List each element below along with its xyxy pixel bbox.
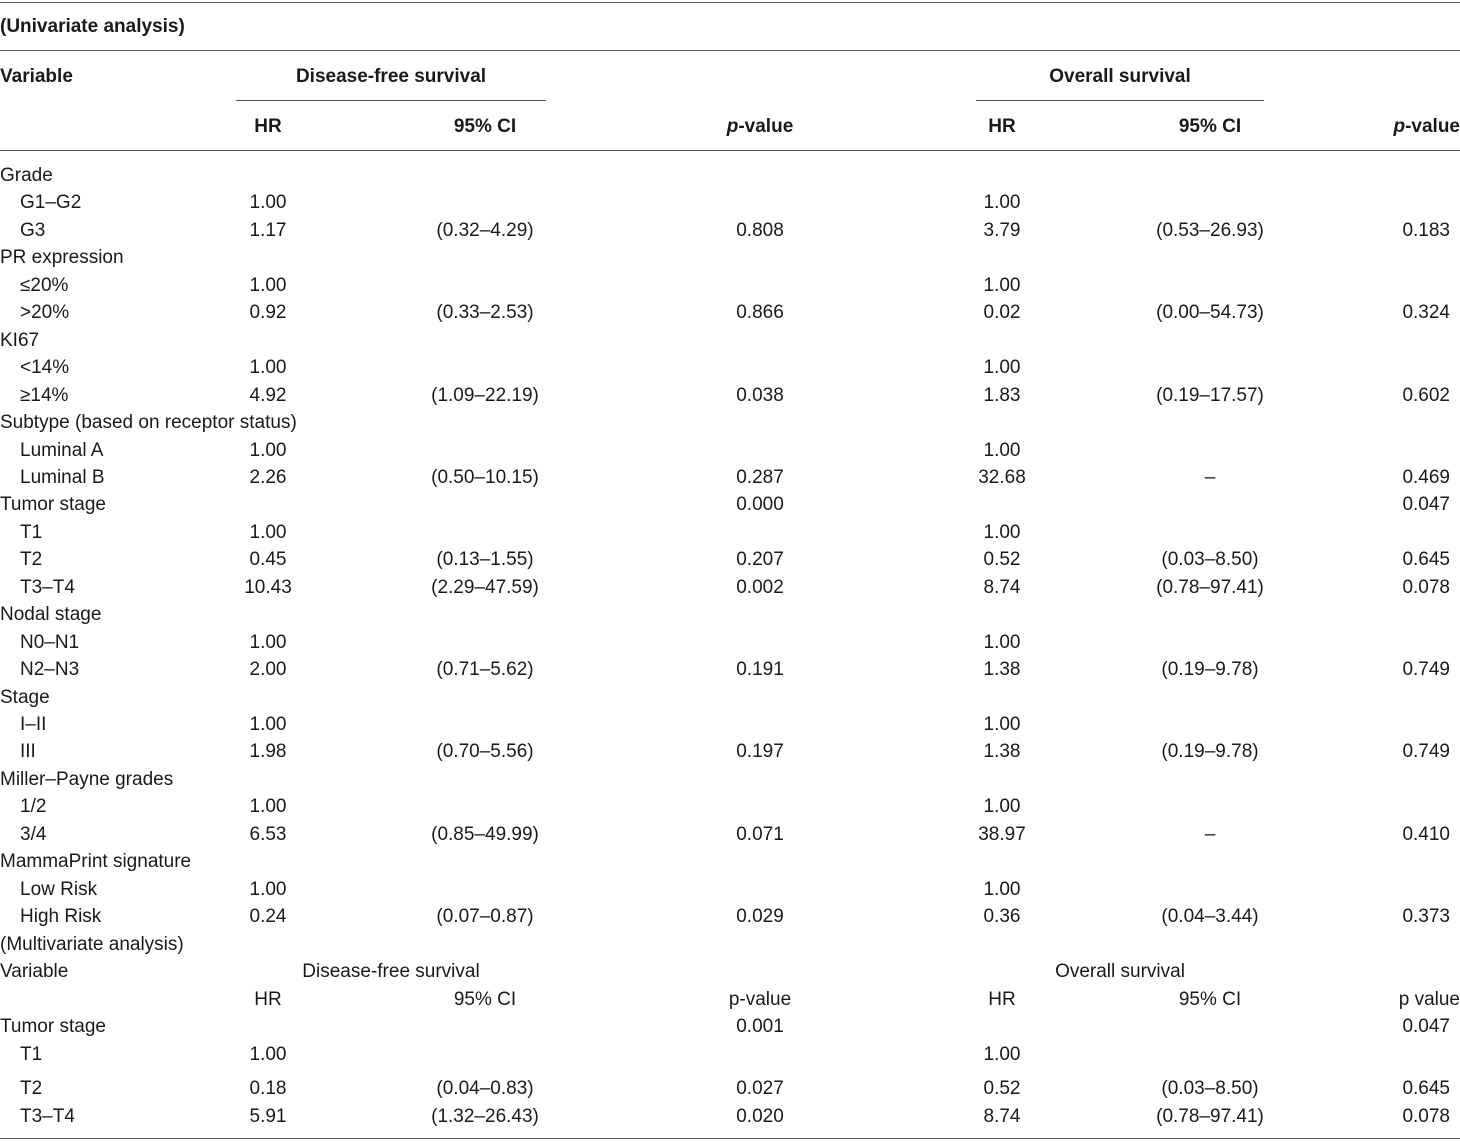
row-label: T3–T4 — [20, 1106, 75, 1127]
dfs-hr-cell: 1.00 — [249, 796, 287, 818]
os-hr-cell: 1.00 — [983, 357, 1021, 379]
row-label: 3/4 — [20, 823, 47, 845]
os-hr-cell: 1.83 — [983, 384, 1021, 406]
os-hr-cell: 3.79 — [983, 219, 1021, 241]
multi-os-header: Overall survival — [1055, 961, 1185, 982]
dfs-hr-cell: 4.92 — [249, 384, 287, 406]
dfs-ci-cell: (1.09–22.19) — [431, 384, 539, 406]
os-p-cell: 0.183 — [1402, 219, 1450, 241]
dfs-hr-cell: 1.00 — [249, 521, 287, 543]
os-p-cell: 0.645 — [1402, 1078, 1450, 1099]
os-p-cell: 0.410 — [1402, 823, 1450, 845]
row-label: I–II — [20, 714, 47, 735]
multi-variable-header: Variable — [0, 961, 69, 982]
dfs-hr-cell: 1.00 — [249, 1044, 287, 1065]
dfs-p-cell: 0.038 — [736, 384, 784, 406]
dfs-ci-cell: (1.32–26.43) — [431, 1106, 539, 1127]
title-rule — [0, 50, 1460, 51]
variable-header: Variable — [0, 66, 73, 87]
group-label: Tumor stage — [0, 494, 106, 516]
dfs-ci-cell: (0.13–1.55) — [436, 549, 534, 571]
row-label: N2–N3 — [20, 659, 80, 681]
os-p-cell: 0.078 — [1402, 1106, 1450, 1127]
dfs-p-cell: 0.287 — [736, 466, 784, 488]
row-label: <14% — [20, 357, 70, 379]
os-hr-cell: 1.00 — [983, 1044, 1021, 1065]
row-label: Low Risk — [20, 878, 98, 900]
os-ci-cell: (0.03–8.50) — [1161, 549, 1259, 571]
os-ci-cell: (0.19–9.78) — [1161, 659, 1259, 681]
os-ci-cell: (0.03–8.50) — [1161, 1078, 1259, 1099]
dfs-hr-cell: 0.18 — [249, 1078, 287, 1099]
dfs-ci-cell: (0.04–0.83) — [436, 1078, 534, 1099]
group-label: KI67 — [0, 329, 40, 351]
os-hr-cell: 1.38 — [983, 741, 1021, 763]
dfs-p-cell: 0.020 — [736, 1106, 784, 1127]
multi-dfs-ci-header: 95% CI — [453, 989, 517, 1010]
multi-dfs-header: Disease-free survival — [302, 961, 480, 982]
os-ci-cell: (0.78–97.41) — [1156, 1106, 1264, 1127]
os-ci-cell: (0.04–3.44) — [1161, 906, 1259, 928]
os-p-cell: 0.645 — [1402, 549, 1450, 571]
row-label: ≥14% — [20, 384, 69, 406]
dfs-hr-cell: 2.26 — [249, 466, 287, 488]
row-label: T2 — [20, 549, 43, 571]
os-ci-cell: (0.53–26.93) — [1156, 219, 1264, 241]
os-hr-cell: 1.00 — [983, 439, 1021, 461]
dfs-hr-cell: 1.00 — [249, 274, 287, 296]
dfs-header: Disease-free survival — [295, 66, 487, 87]
dfs-p-cell: 0.191 — [736, 659, 784, 681]
dfs-p-cell: 0.197 — [736, 741, 784, 763]
os-ci-header: 95% CI — [1178, 116, 1242, 137]
row-label: III — [20, 741, 36, 763]
os-ci-cell: (0.19–17.57) — [1156, 384, 1264, 406]
row-label: N0–N1 — [20, 631, 80, 653]
dfs-hr-cell: 2.00 — [249, 659, 287, 681]
multi-dfs-hr-header: HR — [254, 989, 282, 1010]
group-label: Stage — [0, 686, 50, 708]
univariate-title: (Univariate analysis) — [0, 16, 185, 37]
row-label: T1 — [20, 521, 43, 543]
dfs-hr-cell: 1.00 — [249, 439, 287, 461]
dfs-ci-cell: (0.07–0.87) — [436, 906, 534, 928]
dfs-ci-cell: (0.85–49.99) — [431, 823, 539, 845]
os-hr-cell: 0.36 — [983, 906, 1021, 928]
row-label: Luminal A — [20, 439, 104, 461]
group-label: Miller–Payne grades — [0, 768, 174, 790]
multi-os-hr-header: HR — [988, 989, 1016, 1010]
multi-dfs-p-header: p-value — [728, 989, 792, 1010]
dfs-hr-cell: 0.24 — [249, 906, 287, 928]
dfs-hr-cell: 1.00 — [249, 714, 287, 735]
os-p-cell: 0.047 — [1402, 494, 1450, 516]
row-label: G3 — [20, 219, 46, 241]
dfs-ci-cell: (0.70–5.56) — [436, 741, 534, 763]
os-p-cell: 0.749 — [1402, 741, 1450, 763]
dfs-ci-cell: (0.50–10.15) — [431, 466, 539, 488]
dfs-ci-cell: (2.29–47.59) — [431, 576, 539, 598]
os-hr-cell: 1.00 — [983, 192, 1021, 214]
row-label: ≤20% — [20, 274, 69, 296]
os-p-cell: 0.078 — [1402, 576, 1450, 598]
os-ci-cell: (0.00–54.73) — [1156, 302, 1264, 324]
dfs-hr-header: HR — [254, 116, 282, 137]
row-label: 1/2 — [20, 796, 47, 818]
os-hr-cell: 1.00 — [983, 878, 1021, 900]
os-ci-cell: – — [1204, 466, 1216, 488]
os-hr-cell: 1.38 — [983, 659, 1021, 681]
dfs-hr-cell: 5.91 — [249, 1106, 287, 1127]
dfs-hr-cell: 1.00 — [249, 192, 287, 214]
dfs-ci-cell: (0.33–2.53) — [436, 302, 534, 324]
os-hr-cell: 8.74 — [983, 1106, 1021, 1127]
group-label: PR expression — [0, 247, 124, 269]
os-hr-cell: 1.00 — [983, 631, 1021, 653]
dfs-p-cell: 0.000 — [736, 494, 784, 516]
os-p-cell: 0.602 — [1402, 384, 1450, 406]
dfs-hr-cell: 1.98 — [249, 741, 287, 763]
bottom-rule — [0, 1138, 1460, 1139]
os-ci-cell: – — [1204, 823, 1216, 845]
group-label: Nodal stage — [0, 604, 102, 626]
top-rule — [0, 2, 1460, 3]
os-hr-cell: 1.00 — [983, 714, 1021, 735]
dfs-hr-cell: 1.17 — [249, 219, 287, 241]
dfs-p-cell: 0.207 — [736, 549, 784, 571]
multi-os-ci-header: 95% CI — [1178, 989, 1242, 1010]
row-label: T2 — [20, 1078, 43, 1099]
dfs-hr-cell: 10.43 — [244, 576, 292, 598]
dfs-span-rule — [236, 100, 546, 101]
os-p-header: p-value — [1393, 116, 1460, 137]
dfs-hr-cell: 6.53 — [249, 823, 287, 845]
row-label: G1–G2 — [20, 192, 82, 214]
multi-os-p-header: p value — [1398, 989, 1460, 1010]
header-rule — [0, 150, 1460, 151]
dfs-p-cell: 0.001 — [736, 1016, 784, 1037]
multivariate-title: (Multivariate analysis) — [0, 934, 184, 955]
os-p-cell: 0.469 — [1402, 466, 1450, 488]
dfs-p-cell: 0.002 — [736, 576, 784, 598]
dfs-p-cell: 0.027 — [736, 1078, 784, 1099]
dfs-p-cell: 0.071 — [736, 823, 784, 845]
group-label: MammaPrint signature — [0, 851, 192, 873]
dfs-hr-cell: 0.92 — [249, 302, 287, 324]
group-label: Tumor stage — [0, 1016, 106, 1037]
dfs-p-header: p-value — [726, 116, 794, 137]
os-p-cell: 0.324 — [1402, 302, 1450, 324]
row-label: Luminal B — [20, 466, 105, 488]
os-hr-cell: 8.74 — [983, 576, 1021, 598]
dfs-p-cell: 0.866 — [736, 302, 784, 324]
os-hr-cell: 0.52 — [983, 549, 1021, 571]
group-label: Grade — [0, 165, 53, 186]
os-ci-cell: (0.78–97.41) — [1156, 576, 1264, 598]
os-hr-cell: 38.97 — [978, 823, 1026, 845]
os-hr-cell: 32.68 — [978, 466, 1026, 488]
group-label: Subtype (based on receptor status) — [0, 412, 297, 434]
dfs-hr-cell: 1.00 — [249, 631, 287, 653]
os-hr-cell: 0.52 — [983, 1078, 1021, 1099]
dfs-p-cell: 0.029 — [736, 906, 784, 928]
row-label: >20% — [20, 302, 70, 324]
os-hr-cell: 1.00 — [983, 796, 1021, 818]
os-p-cell: 0.047 — [1402, 1016, 1450, 1037]
os-p-cell: 0.373 — [1402, 906, 1450, 928]
dfs-p-cell: 0.808 — [736, 219, 784, 241]
os-ci-cell: (0.19–9.78) — [1161, 741, 1259, 763]
os-hr-cell: 1.00 — [983, 274, 1021, 296]
os-hr-header: HR — [988, 116, 1016, 137]
os-header: Overall survival — [1049, 66, 1191, 87]
dfs-hr-cell: 1.00 — [249, 357, 287, 379]
row-label: High Risk — [20, 906, 102, 928]
os-span-rule — [976, 100, 1264, 101]
dfs-ci-cell: (0.32–4.29) — [436, 219, 534, 241]
dfs-hr-cell: 1.00 — [249, 878, 287, 900]
dfs-ci-cell: (0.71–5.62) — [436, 659, 534, 681]
row-label: T3–T4 — [20, 576, 75, 598]
os-hr-cell: 0.02 — [983, 302, 1021, 324]
os-hr-cell: 1.00 — [983, 521, 1021, 543]
row-label: T1 — [20, 1044, 43, 1065]
dfs-hr-cell: 0.45 — [249, 549, 287, 571]
os-p-cell: 0.749 — [1402, 659, 1450, 681]
dfs-ci-header: 95% CI — [453, 116, 517, 137]
